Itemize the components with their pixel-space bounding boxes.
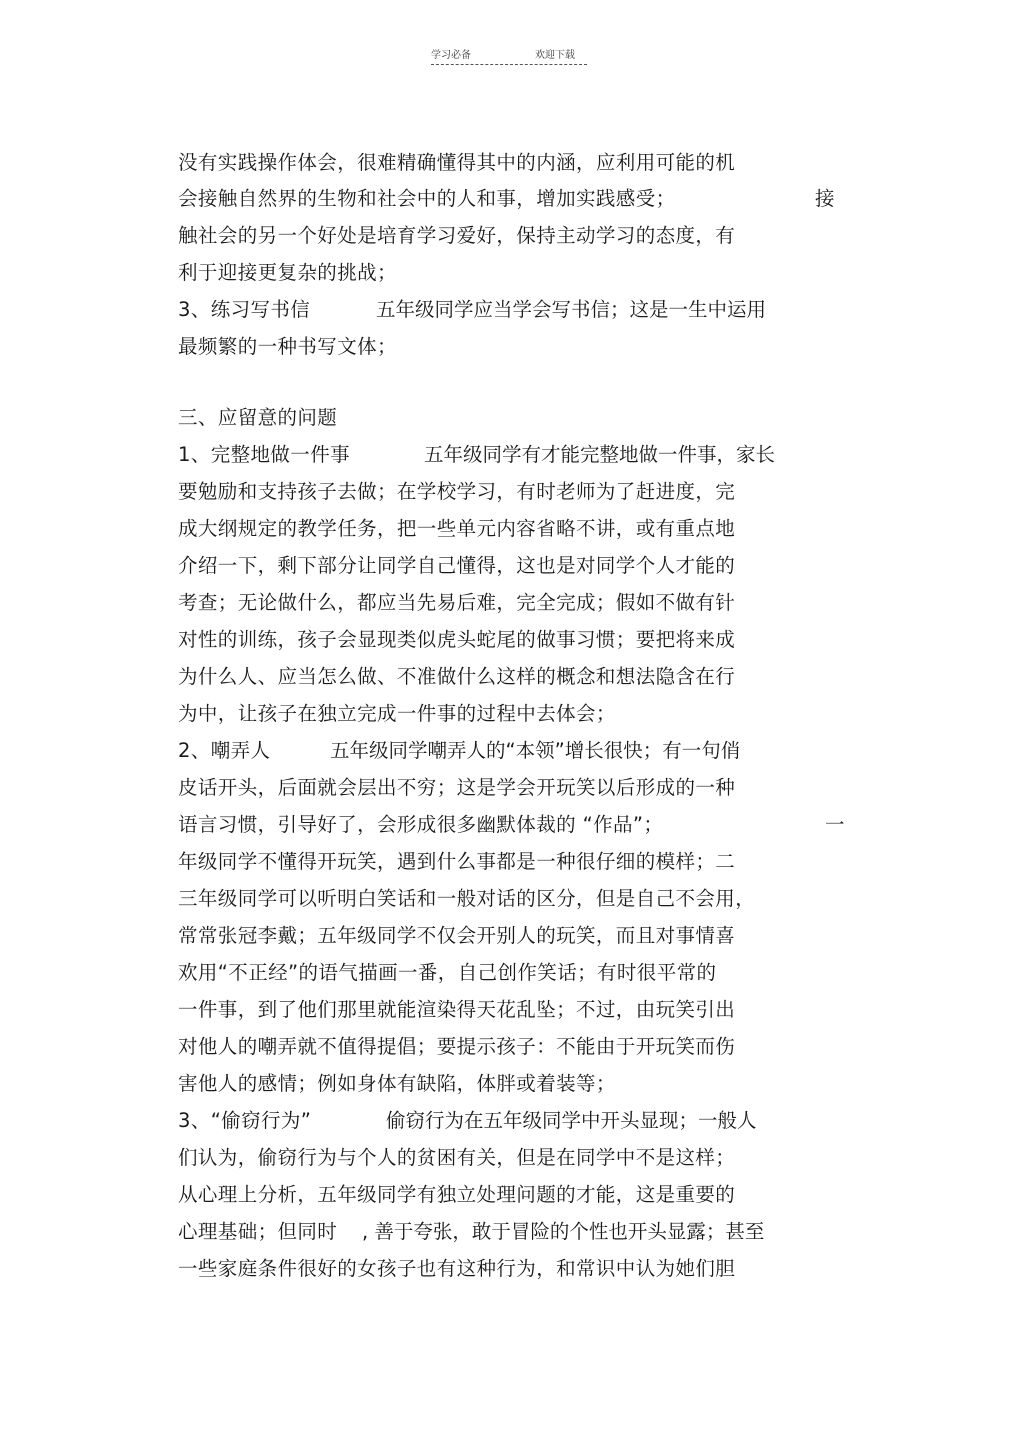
text-line: 语言习惯，引导好了，会形成很多幽默体裁的 “作品”； — [178, 813, 664, 836]
text-line: 从心理上分析，五年级同学有独立处理问题的才能，这是重要的 — [178, 1183, 736, 1206]
text-line: 们认为，偷窃行为与个人的贫困有关，但是在同学中不是这样； — [178, 1146, 736, 1169]
text-line-fragment: 偷窃行为在五年级同学中开头显现；一般人 — [386, 1109, 757, 1132]
text-line: 心理基础；但同时 — [178, 1220, 338, 1243]
text-line: 1、完整地做一件事 — [178, 443, 351, 466]
text-line-fragment: 五年级同学应当学会写书信；这是一生中运用 — [376, 298, 767, 321]
text-line: 为中，让孩子在独立完成一件事的过程中去体会； — [178, 702, 616, 725]
text-line: 害他人的感情；例如身体有缺陷，体胖或着装等； — [178, 1072, 616, 1095]
text-line-fragment: 一 — [825, 813, 845, 836]
text-line: 触社会的另一个好处是培育学习爱好，保持主动学习的态度，有 — [178, 224, 736, 247]
text-line: 一件事，到了他们那里就能渲染得天花乱坠；不过，由玩笑引出 — [178, 998, 736, 1021]
text-line: 利于迎接更复杂的挑战； — [178, 261, 397, 284]
header-right-text: 欢迎下载 — [535, 50, 575, 61]
text-line: 欢用“不正经”的语气描画一番，自己创作笑话；有时很平常的 — [178, 961, 717, 984]
text-line-fragment: , 善于夸张，敢于冒险的个性也开头显露；甚至 — [362, 1220, 765, 1243]
text-line: 最频繁的一种书写文体； — [178, 335, 397, 358]
text-line: 对他人的嘲弄就不值得提倡；要提示孩子：不能由于开玩笑而伤 — [178, 1035, 736, 1058]
text-line: 年级同学不懂得开玩笑，遇到什么事都是一种很仔细的模样；二 — [178, 850, 736, 873]
text-line: 皮话开头，后面就会层出不穷；这是学会开玩笑以后形成的一种 — [178, 776, 736, 799]
text-line: 成大纲规定的教学任务，把一些单元内容省略不讲，或有重点地 — [178, 517, 736, 540]
text-line-fragment: 五年级同学嘲弄人的“本领”增长很快；有一句俏 — [330, 739, 741, 762]
text-line: 三年级同学可以听明白笑话和一般对话的区分，但是自己不会用， — [178, 887, 756, 910]
text-line: 介绍一下，剩下部分让同学自己懂得，这也是对同学个人才能的 — [178, 554, 736, 577]
header-rule — [431, 64, 587, 65]
text-line: 对性的训练，孩子会显现类似虎头蛇尾的做事习惯；要把将来成 — [178, 628, 736, 651]
text-line: 没有实践操作体会，很难精确懂得其中的内涵，应利用可能的机 — [178, 151, 736, 174]
text-line: 要勉励和支持孩子去做；在学校学习，有时老师为了赶进度，完 — [178, 480, 736, 503]
text-line: 2、嘲弄人 — [178, 739, 271, 762]
text-line: 3、练习写书信 — [178, 298, 311, 321]
text-line: 为什么人、应当怎么做、不准做什么这样的概念和想法隐含在行 — [178, 665, 736, 688]
text-line: 3、“偷窃行为” — [178, 1109, 312, 1132]
text-line: 会接触自然界的生物和社会中的人和事，增加实践感受； — [178, 187, 676, 210]
section-heading: 三、应留意的问题 — [178, 406, 338, 429]
text-line-fragment: 接 — [815, 187, 835, 210]
text-line: 常常张冠李戴；五年级同学不仅会开别人的玩笑，而且对事情喜 — [178, 924, 736, 947]
text-line: 一些家庭条件很好的女孩子也有这种行为，和常识中认为她们胆 — [178, 1257, 736, 1280]
text-line: 考查；无论做什么，都应当先易后难，完全完成；假如不做有针 — [178, 591, 736, 614]
header-left-text: 学习必备 — [431, 50, 471, 61]
text-line-fragment: 五年级同学有才能完整地做一件事，家长 — [424, 443, 776, 466]
